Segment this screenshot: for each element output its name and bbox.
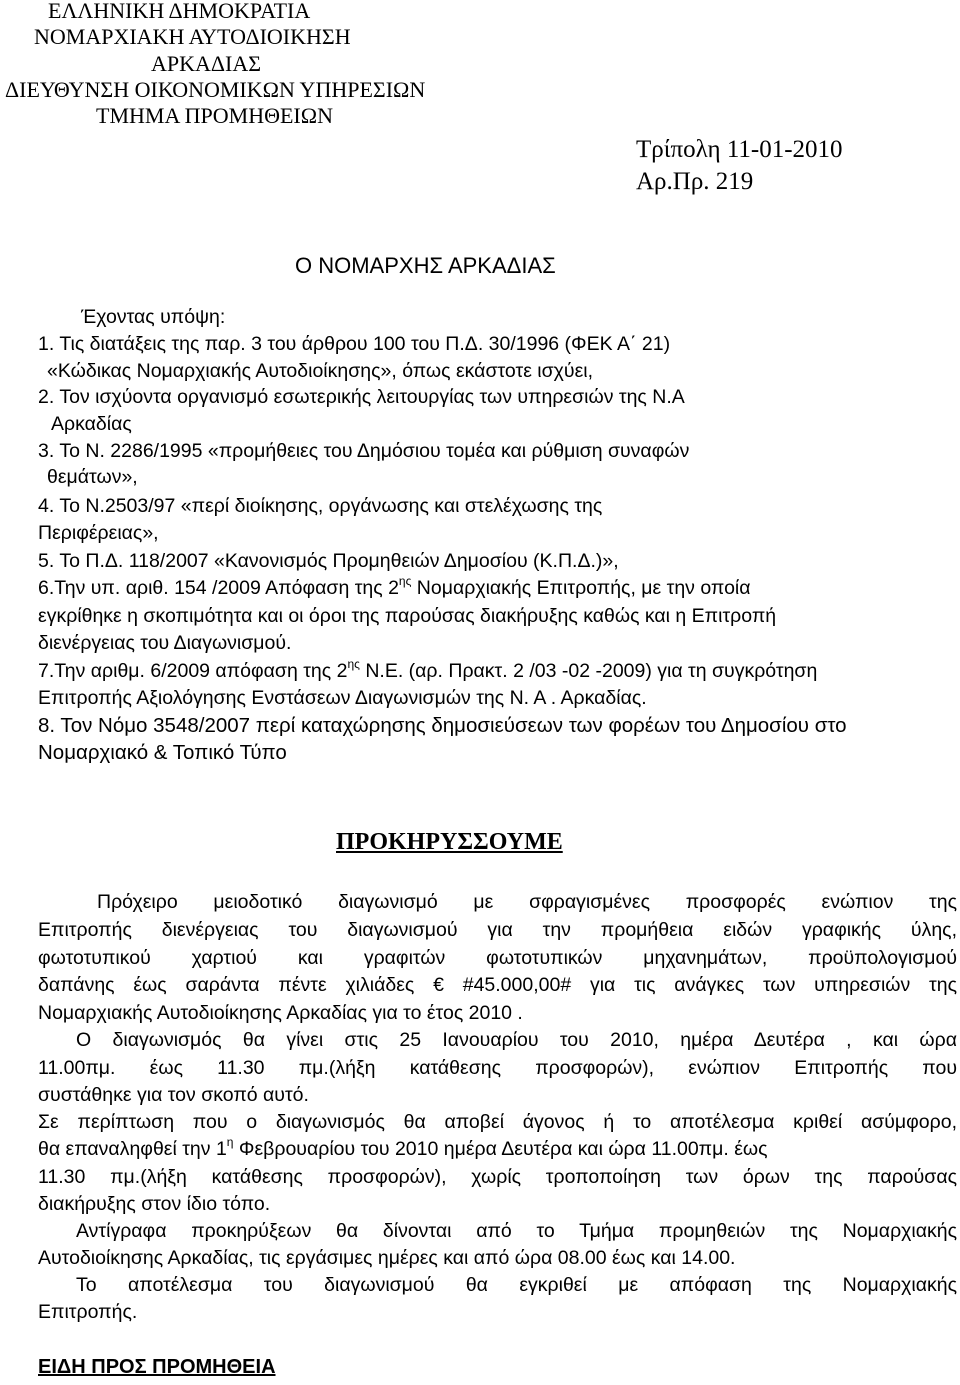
item-8-line-1: 8. Τον Νόμο 3548/2007 περί καταχώρησης δημοσιεύσεων των φορέων του Δημοσίου στο bbox=[38, 714, 847, 737]
item-6-line-3: διενέργειας του Διαγωνισμού. bbox=[38, 632, 292, 654]
paragraph-2-line-3: συστάθηκε για τον σκοπό αυτό. bbox=[38, 1084, 309, 1106]
place-date: Τρίπολη 11-01-2010 bbox=[636, 136, 843, 163]
item-3-line-2: θεμάτων», bbox=[47, 466, 138, 488]
paragraph-1-line-5: Νομαρχιακής Αυτοδιοίκησης Αρκαδίας για το έτος 2010 . bbox=[38, 1002, 523, 1024]
paragraph-3-text: θα επαναληφθεί την 1 bbox=[38, 1138, 227, 1160]
paragraph-4-line-2: Αυτοδιοίκησης Αρκαδίας, τις εργάσιμες ημέρες και από ώρα 08.00 έως και 14.00. bbox=[38, 1247, 736, 1269]
paragraph-3-sup: η bbox=[226, 1135, 234, 1149]
header-line-2: ΝΟΜΑΡΧΙΑΚΗ ΑΥΤΟΔΙΟΙΚΗΣΗ bbox=[34, 24, 351, 49]
paragraph-2-line-2: 11.00πμ. έως 11.30 πμ.(λήξη κατάθεσης προσφορών), ενώπιον Επιτροπής που bbox=[38, 1057, 957, 1079]
paragraph-1-line-4: δαπάνης έως σαράντα πέντε χιλιάδες € #45.000,00# για τις ανάγκες των υπηρεσιών της bbox=[38, 974, 957, 996]
paragraph-3-line-1: Σε περίπτωση που ο διαγωνισμός θα αποβεί άγονος ή το αποτέλεσμα κριθεί ασύμφορο, bbox=[38, 1111, 957, 1133]
paragraph-5-line-2: Επιτροπής. bbox=[38, 1301, 138, 1323]
item-6-sup: ης bbox=[398, 574, 412, 588]
item-5: 5. Το Π.Δ. 118/2007 «Κανονισμός Προμηθειών Δημοσίου (Κ.Π.Δ.)», bbox=[38, 550, 619, 572]
header-line-4: ΔΙΕΥΘΥΝΣΗ ΟΙΚΟΝΟΜΙΚΩΝ ΥΠΗΡΕΣΙΩΝ bbox=[5, 77, 426, 102]
paragraph-2-line-1: Ο διαγωνισμός θα γίνει στις 25 Ιανουαρίου του 2010, ημέρα Δευτέρα , και ώρα bbox=[76, 1029, 957, 1051]
protocol-number: Αρ.Πρ. 219 bbox=[636, 168, 754, 195]
paragraph-3-line-3: 11.30 πμ.(λήξη κατάθεσης προσφορών), χωρίς τροποποίηση των όρων της παρούσας bbox=[38, 1166, 957, 1188]
paragraph-1-line-3: φωτοτυπικού χαρτιού και γραφιτών φωτοτυπικών μηχανημάτων, προϋπολογισμού bbox=[38, 947, 957, 969]
authority-title: Ο ΝΟΜΑΡΧΗΣ ΑΡΚΑΔΙΑΣ bbox=[295, 253, 556, 278]
paragraph-3-text-cont: Φεβρουαρίου του 2010 ημέρα Δευτέρα και ώρα 11.00πμ. έως bbox=[233, 1138, 768, 1160]
item-7-line-2: Επιτροπής Αξιολόγησης Ενστάσεων Διαγωνισμών της Ν. Α . Αρκαδίας. bbox=[38, 687, 647, 709]
item-1-line-2: «Κώδικας Νομαρχιακής Αυτοδιοίκησης», όπως εκάστοτε ισχύει, bbox=[47, 360, 594, 382]
paragraph-1-line-1: Πρόχειρο μειοδοτικό διαγωνισμό με σφραγισμένες προσφορές ενώπιον της bbox=[97, 891, 957, 913]
item-4-line-2: Περιφέρειας», bbox=[38, 522, 159, 544]
item-1-line-1: 1. Τις διατάξεις της παρ. 3 του άρθρου 100 του Π.Δ. 30/1996 (ΦΕΚ Α΄ 21) bbox=[38, 333, 671, 355]
item-4-line-1: 4. Το Ν.2503/97 «περί διοίκησης, οργάνωσης και στελέχωσης της bbox=[38, 495, 603, 517]
item-6-line-1 bbox=[38, 576, 751, 600]
item-7-text-cont: Ν.Ε. (αρ. Πρακτ. 2 /03 -02 -2009) για τη συγκρότηση bbox=[359, 660, 818, 682]
item-3-line-1: 3. Το Ν. 2286/1995 «προμήθειες του Δημόσιου τομέα και ρύθμιση συναφών bbox=[38, 440, 690, 462]
item-7-sup: ης bbox=[347, 657, 360, 671]
paragraph-4-line-1: Αντίγραφα προκηρύξεων θα δίνονται από το Τμήμα προμηθειών της Νομαρχιακής bbox=[76, 1220, 957, 1242]
item-7-line-1 bbox=[38, 659, 817, 683]
paragraph-3-line-2 bbox=[38, 1137, 957, 1161]
item-2-line-1: 2. Τον ισχύοντα οργανισμό εσωτερικής λειτουργίας των υπηρεσιών της Ν.Α bbox=[38, 386, 685, 408]
paragraph-1-line-2: Επιτροπής διενέργειας του διαγωνισμού για την προμήθεια ειδών γραφικής ύλης, bbox=[38, 919, 957, 941]
paragraph-3-line-4: διακήρυξης στον ίδιο τόπο. bbox=[38, 1193, 271, 1215]
item-7-text: 7.Την αριθμ. 6/2009 απόφαση της 2 bbox=[38, 660, 348, 682]
item-6-line-2: εγκρίθηκε η σκοπιμότητα και οι όροι της παρούσας διακήρυξης καθώς και η Επιτροπή bbox=[38, 605, 777, 627]
item-6-text-cont: Νομαρχιακής Επιτροπής, με την οποία bbox=[411, 577, 751, 599]
section-title: ΕΙΔΗ ΠΡΟΣ ΠΡΟΜΗΘΕΙΑ bbox=[38, 1356, 276, 1378]
considering-heading: Έχοντας υπόψη: bbox=[81, 306, 226, 328]
item-8-line-2: Νομαρχιακό & Τοπικό Τύπο bbox=[38, 741, 287, 764]
header-line-3: ΑΡΚΑΔΙΑΣ bbox=[151, 51, 262, 76]
proclaim-title: ΠΡΟΚΗΡΥΣΣΟΥΜΕ bbox=[336, 829, 563, 855]
paragraph-5-line-1: Το αποτέλεσμα του διαγωνισμού θα εγκριθεί με απόφαση της Νομαρχιακής bbox=[76, 1274, 957, 1296]
header-line-5: ΤΜΗΜΑ ΠΡΟΜΗΘΕΙΩΝ bbox=[96, 103, 333, 128]
header-line-1: ΕΛΛΗΝΙΚΗ ΔΗΜΟΚΡΑΤΙΑ bbox=[48, 0, 311, 23]
item-2-line-2: Αρκαδίας bbox=[51, 413, 132, 435]
item-6-text: 6.Την υπ. αριθ. 154 /2009 Απόφαση της 2 bbox=[38, 577, 399, 599]
